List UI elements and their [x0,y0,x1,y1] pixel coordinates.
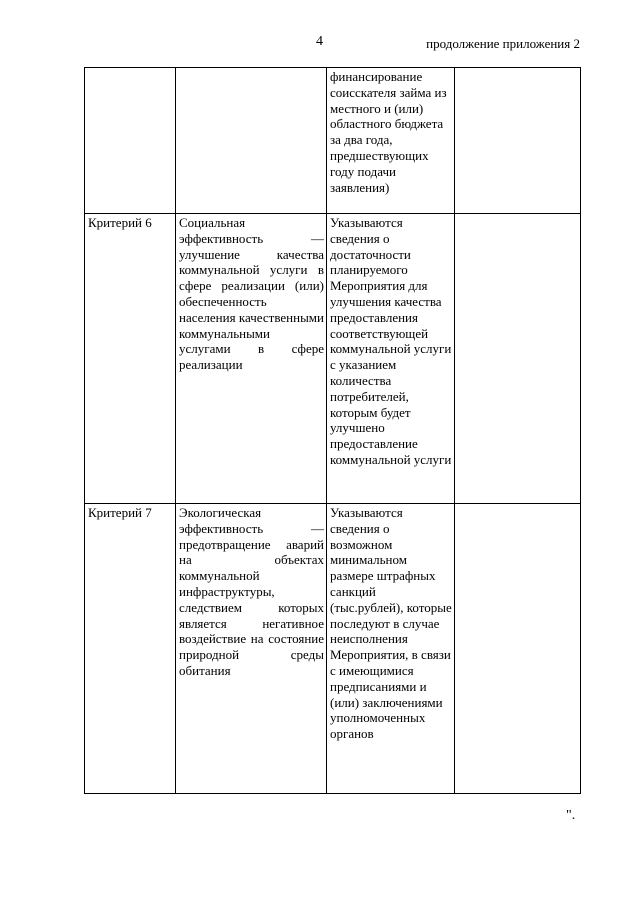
description-cell: Социальная эффективность — улучшение качества коммунальной услуги в сфере реализации (или) обеспеченность населения качественными коммунальными услугами в сфере реализации [176,214,327,504]
criterion-cell: Критерий 7 [85,504,176,794]
appendix-continuation-note: продолжение приложения 2 [426,36,580,51]
description-cell: Экологическая эффективность — предотвращение аварий на объектах коммунальной инфраструктуры, следствием которых является негативное воздействие на состояние природной среды обитания [176,504,327,794]
page-number: 4 [316,34,323,49]
details-cell: Указываются сведения о возможном минимальном размере штрафных санкций (тыс.рублей), которые последуют в случае неисполнения Мероприятия, в связи с имеющимися предписаниями и (или) заключениями уполномоченных органов [327,504,455,794]
closing-quote-mark: ". [566,808,576,823]
criterion-cell: Критерий 6 [85,214,176,504]
criterion-cell [85,68,176,214]
table-row [85,214,581,504]
criteria-table [84,67,581,794]
table-row [85,504,581,794]
extra-cell [455,214,581,504]
extra-cell [455,504,581,794]
extra-cell [455,68,581,214]
table-row [85,68,581,214]
details-cell: финансирование соисскателя займа из местного и (или) областного бюджета за два года, предшествующих году подачи заявления) [327,68,455,214]
description-cell [176,68,327,214]
details-cell: Указываются сведения о достаточности планируемого Мероприятия для улучшения качества предоставления соответствующей коммунальной услуги с указанием количества потребителей, которым будет улучшено предоставление коммунальной услуги [327,214,455,504]
